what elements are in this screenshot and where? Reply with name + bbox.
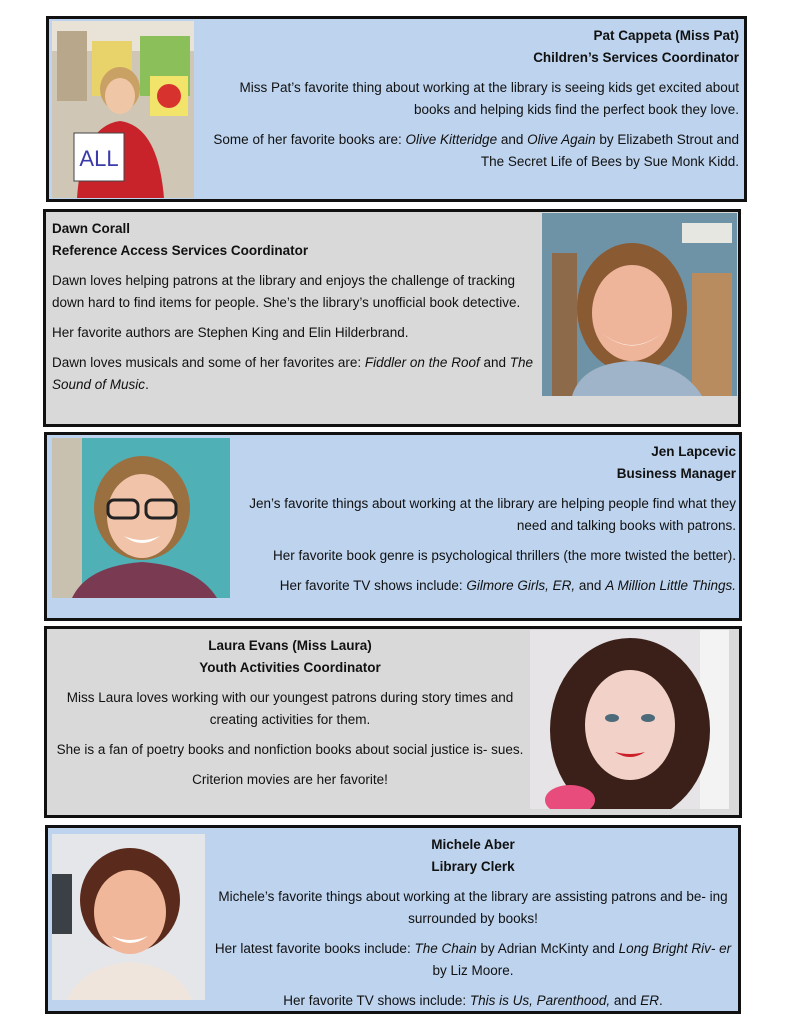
staff-name: Pat Cappeta (Miss Pat): [593, 28, 739, 43]
bio-paragraph: Her favorite TV shows include: Gilmore Girls, ER, and A Million Little Things.: [279, 578, 736, 593]
portrait-illustration: [52, 834, 205, 1000]
bio-michele: [208, 834, 738, 1012]
tv-show-title: Gilmore Girls, ER,: [466, 578, 576, 593]
staff-card-pat: [46, 16, 747, 202]
tv-show-title: A Million Little Things.: [605, 578, 736, 593]
staff-name: Laura Evans (Miss Laura): [208, 638, 372, 653]
bio-paragraph: Dawn loves musicals and some of her favorites are: Fiddler on the Roof and The Sound of Music.: [52, 355, 534, 392]
musical-title: The Sound of Music: [52, 355, 534, 392]
staff-role: Youth Activities Coordinator: [199, 660, 381, 675]
staff-name: Michele Aber: [431, 837, 515, 852]
staff-role: Library Clerk: [431, 859, 515, 874]
bio-paragraph: Dawn loves helping patrons at the library and enjoys the challenge of tracking down hard to find items for people. She’s the library’s unofficial book detective.: [52, 273, 521, 310]
staff-card-laura: [44, 626, 742, 818]
tv-show-title: This is Us, Parenthood,: [469, 993, 611, 1008]
book-title: Olive Again: [527, 132, 596, 147]
bio-paragraph: Her favorite book genre is psychological thrillers (the more twisted the better).: [273, 548, 736, 563]
photo-dawn-corall: [542, 213, 737, 396]
bio-paragraph: Her favorite authors are Stephen King and Elin Hilderbrand.: [52, 325, 409, 340]
bio-paragraph: Michele’s favorite things about working at the library are assisting patrons and be- ing surrounded by books!: [218, 889, 728, 926]
bio-laura: [53, 635, 527, 791]
staff-name: Dawn Corall: [52, 221, 131, 236]
book-title: Olive Kitteridge: [405, 132, 498, 147]
staff-role: Business Manager: [616, 466, 736, 481]
bio-paragraph: Miss Pat’s favorite thing about working at the library is seeing kids get excited about books and helping kids find the perfect book they love.: [239, 80, 739, 117]
bio-paragraph: Jen’s favorite things about working at the library are helping people find what they need and talking books with patrons.: [249, 496, 736, 533]
bio-paragraph: Some of her favorite books are: Olive Kitteridge and Olive Again by Elizabeth Strout and The Secret Life of Bees by Sue Monk Kidd.: [213, 132, 739, 169]
staff-card-michele: [45, 825, 741, 1014]
bio-paragraph: Criterion movies are her favorite!: [192, 772, 388, 787]
book-title: The Chain: [414, 941, 477, 956]
staff-role: Children’s Services Coordinator: [533, 50, 739, 65]
bio-pat: [201, 25, 739, 173]
portrait-illustration: [530, 630, 729, 809]
sign-text: ALL: [79, 146, 119, 171]
tv-show-title: ER: [640, 993, 659, 1008]
bio-paragraph: Her latest favorite books include: The Chain by Adrian McKinty and Long Bright Riv- er by Liz Moore.: [214, 941, 732, 978]
bio-dawn: [52, 218, 536, 396]
staff-name: Jen Lapcevic: [651, 444, 736, 459]
staff-role: Reference Access Services Coordinator: [52, 243, 309, 258]
portrait-illustration: [52, 21, 194, 198]
book-title: Long Bright Riv- er: [618, 941, 732, 956]
bio-jen: [233, 441, 736, 597]
staff-card-dawn: [43, 209, 741, 427]
photo-jen-lapcevic: [52, 438, 230, 598]
staff-card-jen: [44, 432, 742, 621]
bio-paragraph: Miss Laura loves working with our youngest patrons during story times and creating activities for them.: [66, 690, 514, 727]
bio-paragraph: She is a fan of poetry books and nonfiction books about social justice is- sues.: [56, 742, 524, 757]
bio-paragraph: Her favorite TV shows include: This is Us, Parenthood, and ER.: [283, 993, 663, 1008]
photo-pat-cappeta: [52, 21, 194, 198]
photo-michele-aber: [52, 834, 205, 1000]
portrait-illustration: [542, 213, 737, 396]
photo-laura-evans: [530, 630, 729, 809]
musical-title: Fiddler on the Roof: [364, 355, 480, 370]
portrait-illustration: [52, 438, 230, 598]
